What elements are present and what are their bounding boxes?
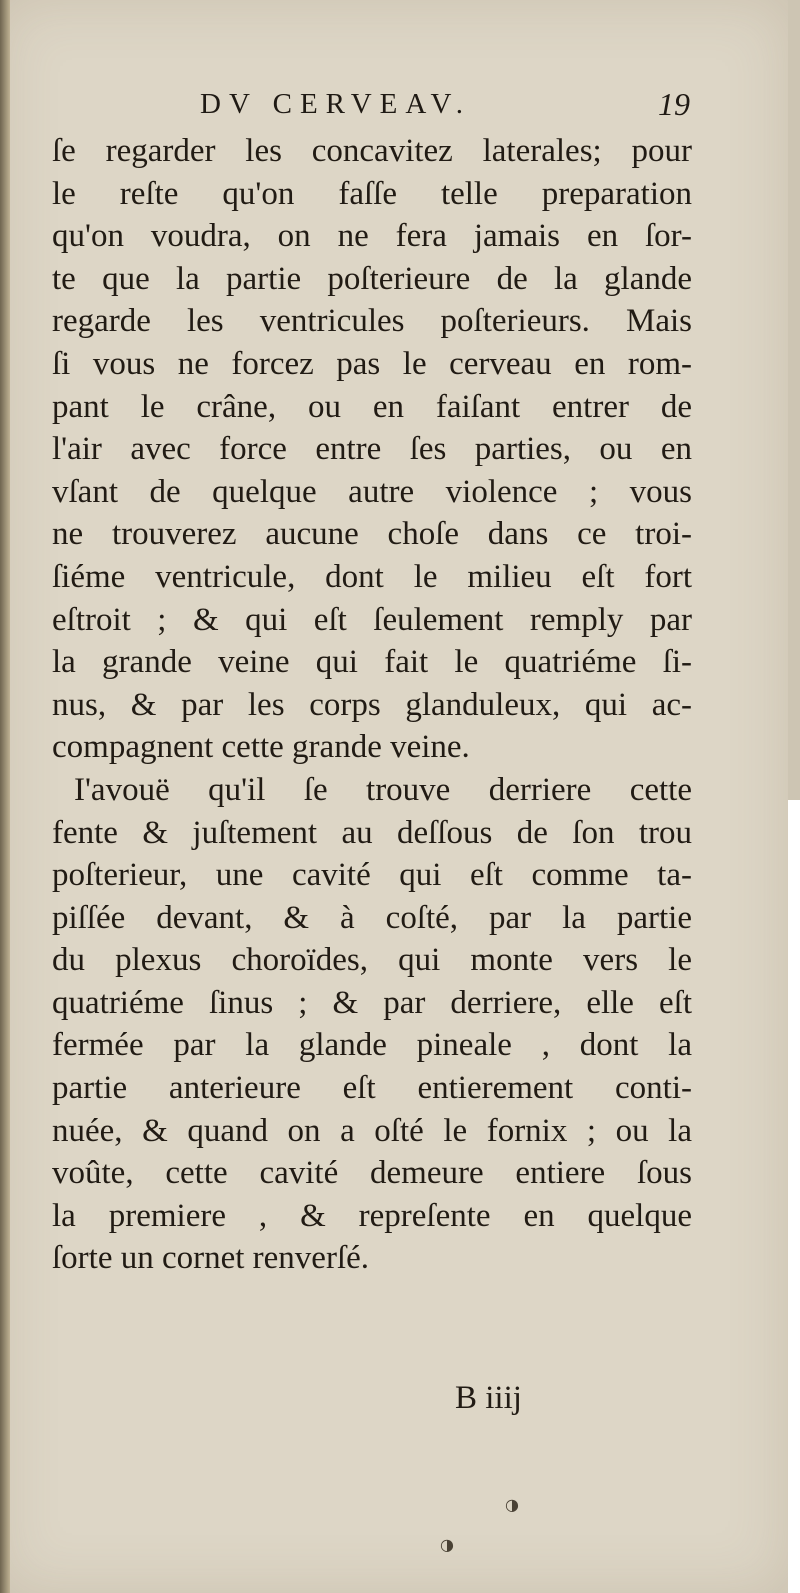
page-header <box>50 88 690 128</box>
text-line: vſant de quelque autre violence ; vous <box>52 473 692 510</box>
body-text <box>52 130 692 1280</box>
text-line: piſſée devant, & à coſté, par la partie <box>52 899 692 936</box>
text-line: voûte, cette cavité demeure entiere ſous <box>52 1155 692 1192</box>
text-line: ſi vous ne forcez pas le cerveau en rom- <box>52 345 692 382</box>
text-line: le reſte qu'on faſſe telle preparation <box>52 175 692 212</box>
text-line: la grande veine qui fait le quatriéme ſi- <box>52 644 692 681</box>
text-line: qu'on voudra, on ne fera jamais en ſor- <box>52 218 692 255</box>
text-line: du plexus choroïdes, qui monte vers le <box>52 942 692 979</box>
library-stamp-icon: ◑ <box>505 1495 519 1514</box>
text-line: nus, & par les corps glanduleux, qui ac- <box>52 686 692 723</box>
text-line: l'air avec force entre ſes parties, ou en <box>52 431 692 468</box>
text-line: partie anterieure eſt entierement conti- <box>52 1070 692 1107</box>
library-stamp-icon: ◑ <box>440 1535 454 1554</box>
text-line: poſterieur, une cavité qui eſt comme ta- <box>52 857 692 894</box>
page-edge <box>788 0 800 800</box>
text-line: eſtroit ; & qui eſt ſeulement remply par <box>52 601 692 638</box>
text-line: ſorte un cornet renverſé. <box>52 1240 370 1277</box>
text-line: fente & juſtement au deſſous de ſon trou <box>52 814 692 851</box>
text-line: ne trouverez aucune choſe dans ce troi- <box>52 516 692 553</box>
text-line: ſe regarder les concavitez laterales; pour <box>52 133 692 169</box>
page-number: 19 <box>658 86 690 122</box>
text-line: quatriéme ſinus ; & par derriere, elle eſt <box>52 984 692 1021</box>
running-head: DV CERVEAV. <box>200 88 472 120</box>
text-line: te que la partie poſterieure de la glande <box>52 260 692 297</box>
text-line: nuée, & quand on a oſté le fornix ; ou la <box>52 1112 692 1149</box>
text-line: fermée par la glande pineale , dont la <box>52 1027 692 1064</box>
text-line: regarde les ventricules poſterieurs. Mais <box>52 303 692 340</box>
signature-mark: B iiij <box>455 1380 522 1416</box>
text-line: la premiere , & repreſente en quelque <box>52 1197 692 1234</box>
text-line: ſiéme ventricule, dont le milieu eſt fort <box>52 558 692 595</box>
text-line: pant le crâne, ou en faiſant entrer de <box>52 388 692 425</box>
text-line: compagnent cette grande veine. <box>52 729 470 766</box>
binding-gutter <box>0 0 10 1593</box>
text-line: I'avouë qu'il ſe trouve derriere cette <box>74 771 692 808</box>
